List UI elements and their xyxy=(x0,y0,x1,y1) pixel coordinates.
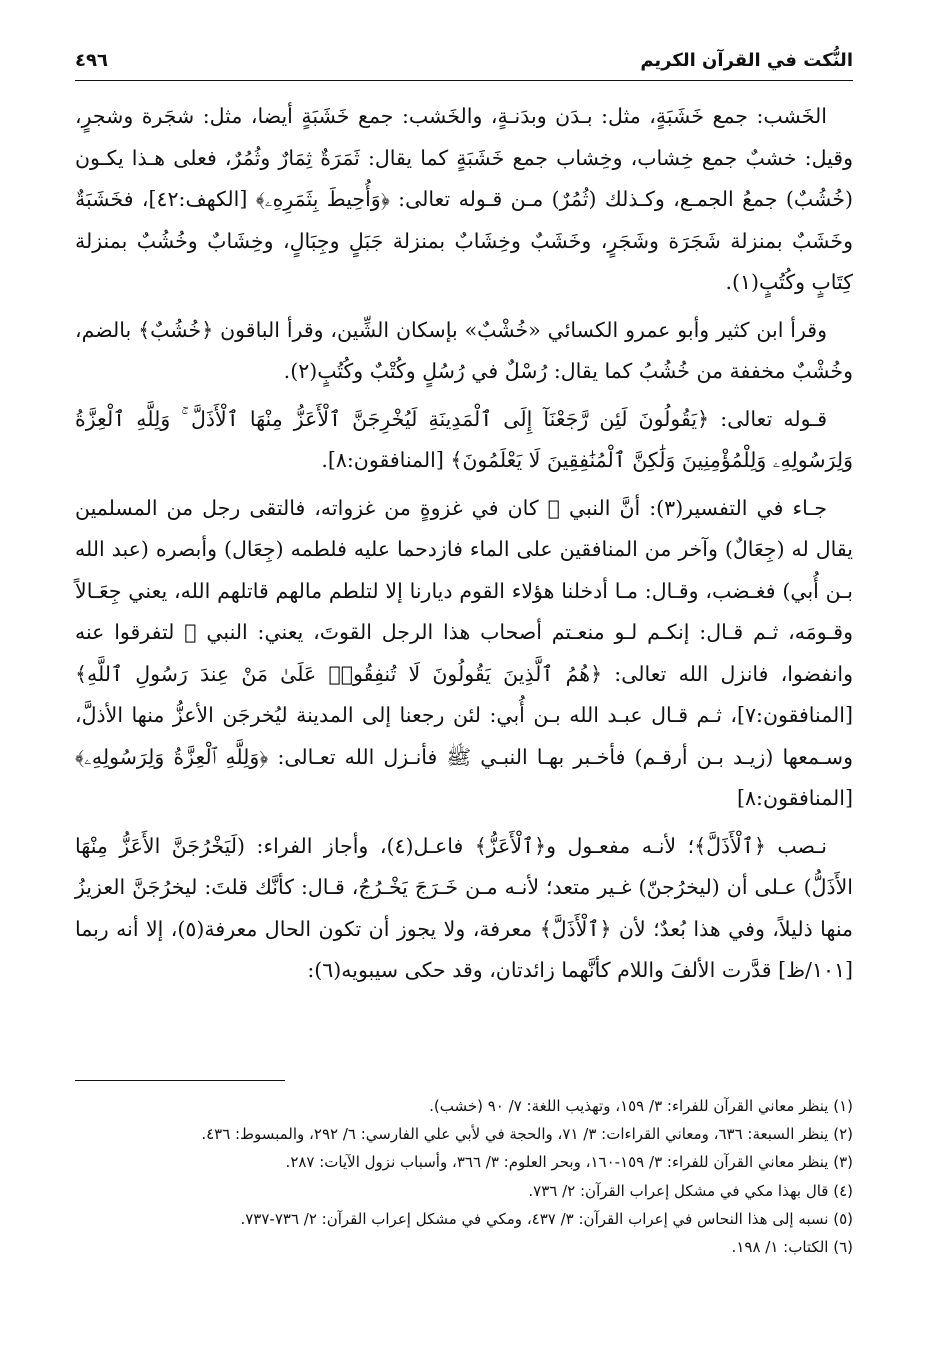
footnotes xyxy=(75,1092,853,1261)
main-text xyxy=(75,96,853,998)
paragraph-grammar: نـصب ﴿ٱلْأَذَلَّ﴾؛ لأنـه مفعـول و﴿ٱلْأَعَزُّ﴾ فاعـل(٤)، وأجاز الفراء: (لَيَخْرُجَنَّ الأَعَزُّ مِنْهَا الأَذَلُّ) عـلى أن (ليخرُجنّ) غـير متعد؛ لأنـه مـن خَـرَجَ يَخْـرُجُ، قـال: كأنَّك قلتَ: ليخرُجَنَّ العزيزُ منها ذليلاً، وفي هذا بُعدٌ؛ لأن ﴿ٱلْأَذَلَّ﴾ معرفة، ولا يجوز أن تكون الحال معرفة(٥)، إلا أنه ربما [١٠١/ظ] قدَّرت الألفَ واللام كأنَّهما زائدتان، وقد حكى سيبويه(٦): xyxy=(75,833,853,982)
footnote-6: (٦) الكتاب: ١/ ١٩٨. xyxy=(731,1238,853,1257)
footnote-1: (١) ينظر معاني القرآن للفراء: ٣/ ١٥٩، وتهذيب اللغة: ٧/ ٩٠ (خشب). xyxy=(429,1097,853,1115)
paragraph-tafsir: جـاء في التفسير(٣): أنَّ النبي ﷺ كان في غزوةٍ من غزواته، فالتقى رجل من المسلمين يقال له (جِعَالٌ) وآخر من المنافقين على الماء فازدحما عليه فلطمه (جِعَال) وأبصره (عبد الله بـن أُبي) فغـضب، وقـال: مـا أدخلنا هؤلاء القوم ديارنا إلا لتلطم مالهم قاتلهم الله، يعني جِعَـالاً وقـومَه، ثـم قـال: إنكـم لـو منعـتم أصحاب هذا الرجل القوتَ، يعني: النبي ﷺ لتفرقوا عنه وانفضوا، فانزل الله تعالى: ﴿هُمُ ٱلَّذِينَ يَقُولُونَ لَا تُنفِقُوا۟ عَلَىٰ مَنْ عِندَ رَسُولِ ٱللَّهِ﴾ [المنافقون:٧]، ثـم قـال عبـد الله بـن أُبي: لئن رجعنا إلى المدينة ليُخرجَن الأعزُّ منها الأذلَّ، وسـمعها (زيـد بـن أرقـم) فأخـبر بهـا النبـي ﷺ فأنـزل الله تعـالى: ﴿وَلِلَّهِ ٱلْعِزَّةُ وَلِرَسُولِهِۦ﴾ [المنافقون:٨] xyxy=(75,495,853,810)
footnote-3: (٣) ينظر معاني القرآن للفراء: ٣/ ١٥٩-١٦٠، وبحر العلوم: ٣/ ٣٦٦، وأسباب نزول الآيات: ٢٨٧. xyxy=(285,1153,853,1172)
footnote-2: (٢) ينظر السبعة: ٦٣٦، ومعاني القراءات: ٣/ ٧١، والحجة في لأبي علي الفارسي: ٦/ ٢٩٢، والمبسوط: ٤٣٦. xyxy=(201,1125,853,1144)
page-number: ٤٩٦ xyxy=(75,49,108,71)
running-title: النُّكت في القرآن الكريم xyxy=(640,49,853,71)
footnote-separator xyxy=(75,1080,285,1081)
running-header xyxy=(75,40,853,81)
paragraph-khashab: الخَشب: جمع خَشَبَةٍ، مثل: بـدَن وبدَنـةٍ، والخَشب: جمع خَشَبَةٍ أيضا، مثل: شجَرة وشجرٍ، وقيل: خشبٌ جمع خِشاب، وخِشاب جمع خَشَبَةٍ كما يقال: ثَمَرَةٌ ثِمَارٌ وثُمُرٌ، فعلى هـذا يكـون (خُشُبٌ) جمعُ الجمـع، وكـذلك (ثُمُرٌ) مـن قـوله تعالى: ﴿وَأُحِيطَ بِثَمَرِهِۦ﴾ [الكهف:٤٢]، فخَشَبَةٌ وخَشَبٌ بمنزلة شَجَرَة وشَجَرٍ، وخَشَبٌ وخِشَابٌ بمنزلة جَبَلٍ وجِبَالٍ، وخِشَابٌ وخُشُبٌ بمنزلة كِتَابٍ وكُتُبٍ(١). xyxy=(75,104,853,294)
footnote-5: (٥) نسبه إلى هذا النحاس في إعراب القرآن: ٣/ ٤٣٧، ومكي في مشكل إعراب القرآن: ٢/ ٧٣٦-٧٣٧. xyxy=(240,1209,853,1228)
paragraph-qiraat: وقرأ ابن كثير وأبو عمرو الكسائي «خُشْبٌ» بإسكان الشِّين، وقرأ الباقون ﴿خُشُبٌ﴾ بالضم، وخُشْبٌ مخففة من خُشُبُ كما يقال: رُسْلٌ في رُسُلٍ وكُتْبٌ وكُتُبٍ(٢). xyxy=(75,317,853,383)
paragraph-verse: قـوله تعالى: ﴿يَقُولُونَ لَئِن رَّجَعْنَآ إِلَى ٱلْمَدِينَةِ لَيُخْرِجَنَّ ٱلْأَعَزُّ مِنْهَا ٱلْأَذَلَّ ۚ وَلِلَّهِ ٱلْعِزَّةُ وَلِرَسُولِهِۦ وَلِلْمُؤْمِنِينَ وَلَٰكِنَّ ٱلْمُنَٰفِقِينَ لَا يَعْلَمُونَ﴾ [المنافقون:٨]. xyxy=(75,406,853,472)
footnote-4: (٤) قال بهذا مكي في مشكل إعراب القرآن: ٢/ ٧٣٦. xyxy=(528,1181,853,1200)
